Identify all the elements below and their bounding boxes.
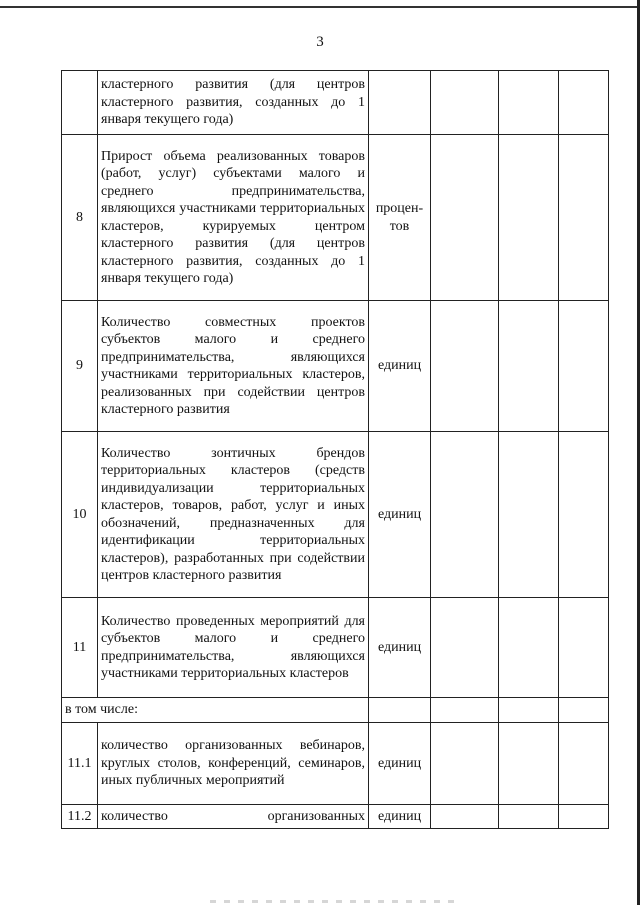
value-cell xyxy=(559,598,609,698)
row-number: 9 xyxy=(62,301,98,432)
indicator-description: Прирост объема реализованных товаров (работ, услуг) субъектами малого и среднего предпринимательства, являющихся участниками территориальных кластеров, курируемых центром кластерного развития (для центров кластерного развития, созданных до 1 января текущего года) xyxy=(98,135,369,301)
unit-cell: единиц xyxy=(369,432,431,598)
value-cell xyxy=(499,135,559,301)
row-number: 11 xyxy=(62,598,98,698)
value-cell xyxy=(559,432,609,598)
unit-cell: единиц xyxy=(369,805,431,829)
indicator-description: количество организованных вебинаров, круглых столов, конференций, семинаров, иных публичных мероприятий xyxy=(98,723,369,805)
table-row-subheader xyxy=(62,698,609,723)
scan-top-edge xyxy=(0,6,640,8)
value-cell xyxy=(559,723,609,805)
table-row xyxy=(62,71,609,135)
row-number: 11.1 xyxy=(62,723,98,805)
value-cell xyxy=(431,805,499,829)
value-cell xyxy=(559,71,609,135)
value-cell xyxy=(499,698,559,723)
unit-cell: единиц xyxy=(369,723,431,805)
scan-footer-artifact xyxy=(210,900,460,903)
value-cell xyxy=(431,432,499,598)
value-cell xyxy=(499,432,559,598)
indicator-description: Количество проведенных мероприятий для субъектов малого и среднего предпринимательства, являющихся участниками территориальных кластеров xyxy=(98,598,369,698)
value-cell xyxy=(431,723,499,805)
row-number xyxy=(62,71,98,135)
unit-cell: единиц xyxy=(369,301,431,432)
unit-cell xyxy=(369,698,431,723)
value-cell xyxy=(559,805,609,829)
row-number: 11.2 xyxy=(62,805,98,829)
indicator-description: кластерного развития (для центров кластерного развития, созданных до 1 января текущего года) xyxy=(98,71,369,135)
value-cell xyxy=(499,301,559,432)
unit-cell: процен-тов xyxy=(369,135,431,301)
indicators-table xyxy=(61,70,609,829)
indicator-description: Количество зонтичных брендов территориальных кластеров (средств индивидуализации территориальных кластеров, товаров, работ, услуг и иных обозначений, предназначенных для идентификации территориальных кластеров), разработанных при содействии центров кластерного развития xyxy=(98,432,369,598)
value-cell xyxy=(559,135,609,301)
unit-cell: единиц xyxy=(369,598,431,698)
value-cell xyxy=(499,598,559,698)
row-number: 10 xyxy=(62,432,98,598)
unit-cell xyxy=(369,71,431,135)
value-cell xyxy=(431,135,499,301)
table-row xyxy=(62,301,609,432)
value-cell xyxy=(431,301,499,432)
indicator-description: количество организованных xyxy=(98,805,369,829)
row-number: 8 xyxy=(62,135,98,301)
value-cell xyxy=(431,698,499,723)
value-cell xyxy=(559,301,609,432)
table-row xyxy=(62,432,609,598)
value-cell xyxy=(431,598,499,698)
table-row xyxy=(62,135,609,301)
table-row xyxy=(62,805,609,829)
value-cell xyxy=(559,698,609,723)
table-row xyxy=(62,598,609,698)
value-cell xyxy=(431,71,499,135)
indicator-description: Количество совместных проектов субъектов малого и среднего предпринимательства, являющихся участниками территориальных кластеров, реализованных при содействии центров кластерного развития xyxy=(98,301,369,432)
value-cell xyxy=(499,805,559,829)
page-number: 3 xyxy=(316,34,324,50)
subheader-label: в том числе: xyxy=(62,698,369,723)
value-cell xyxy=(499,71,559,135)
value-cell xyxy=(499,723,559,805)
table-row xyxy=(62,723,609,805)
